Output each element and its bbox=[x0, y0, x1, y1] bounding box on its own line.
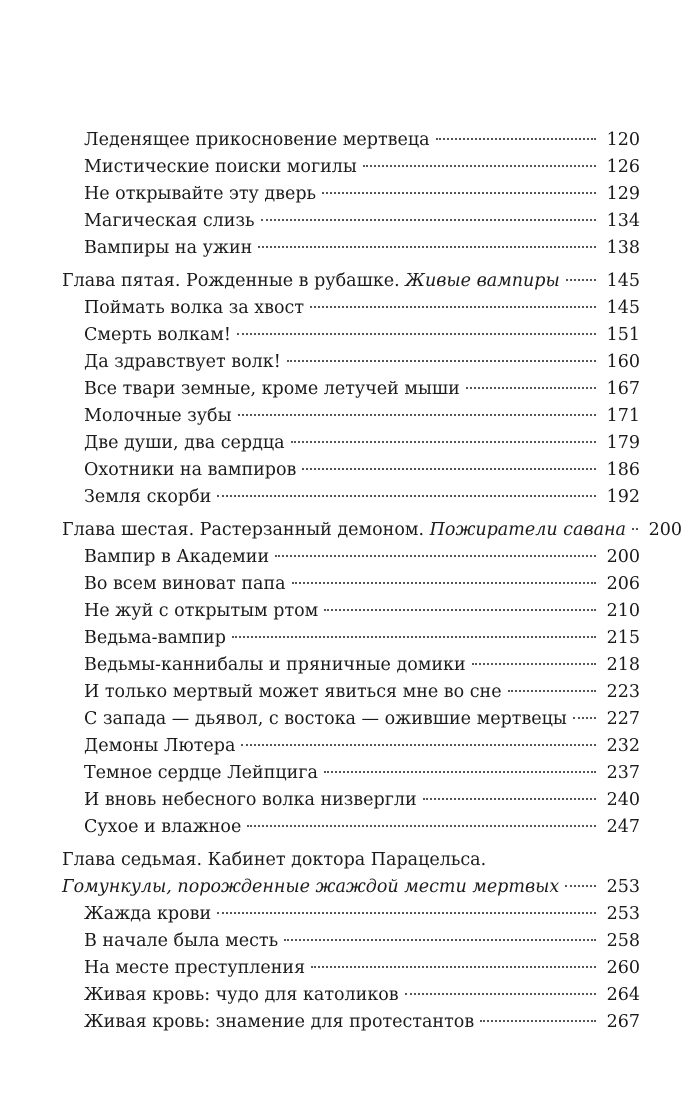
toc-entry-title: Все твари земные, кроме летучей мыши bbox=[84, 379, 460, 399]
toc-entry-page: 227 bbox=[606, 709, 640, 729]
dot-leader bbox=[287, 360, 596, 362]
toc-entry[interactable] bbox=[62, 1009, 640, 1036]
toc-entry-page: 126 bbox=[606, 157, 640, 177]
dot-leader bbox=[291, 441, 596, 443]
toc-entry-title: Ведьма-вампир bbox=[84, 628, 226, 648]
toc-entry-page: 232 bbox=[606, 736, 640, 756]
dot-leader bbox=[258, 246, 596, 248]
dot-leader bbox=[284, 939, 596, 941]
toc-entry-page: 186 bbox=[606, 460, 640, 480]
chapter-page: 253 bbox=[606, 877, 640, 897]
toc-entry[interactable] bbox=[62, 928, 640, 955]
toc-entry[interactable] bbox=[62, 403, 640, 430]
toc-entry-title: Сухое и влажное bbox=[84, 817, 242, 837]
toc-entry[interactable] bbox=[62, 901, 640, 928]
toc-entry-page: 120 bbox=[606, 130, 640, 150]
dot-leader bbox=[466, 387, 596, 389]
toc-entry[interactable] bbox=[62, 544, 640, 571]
table-of-contents bbox=[62, 127, 682, 1036]
toc-entry-page: 247 bbox=[606, 817, 640, 837]
chapter-title-text: Глава шестая. Растерзанный демоном. bbox=[62, 520, 425, 540]
toc-entry[interactable] bbox=[62, 571, 640, 598]
toc-entry[interactable] bbox=[62, 733, 640, 760]
toc-entry[interactable] bbox=[62, 787, 640, 814]
toc-entry[interactable] bbox=[62, 349, 640, 376]
chapter-title-text: Глава пятая. Рожденные в рубашке. bbox=[62, 271, 400, 291]
toc-entry-page: 134 bbox=[606, 211, 640, 231]
dot-leader bbox=[480, 1020, 596, 1022]
toc-entry[interactable] bbox=[62, 955, 640, 982]
toc-entry-page: 260 bbox=[606, 958, 640, 978]
toc-entry-title: Живая кровь: чудо для католиков bbox=[84, 985, 399, 1005]
toc-entry-page: 223 bbox=[606, 682, 640, 702]
toc-entry-title: Леденящее прикосновение мертвеца bbox=[84, 130, 430, 150]
toc-entry-page: 210 bbox=[606, 601, 640, 621]
toc-entry-page: 267 bbox=[606, 1012, 640, 1032]
dot-leader bbox=[363, 165, 596, 167]
toc-entry-title: На месте преступления bbox=[84, 958, 306, 978]
dot-leader bbox=[311, 966, 596, 968]
dot-leader bbox=[238, 414, 597, 416]
chapter-page: 200 bbox=[648, 520, 682, 540]
toc-entry-page: 179 bbox=[606, 433, 640, 453]
toc-entry-page: 171 bbox=[606, 406, 640, 426]
toc-entry[interactable] bbox=[62, 814, 640, 841]
toc-entry[interactable] bbox=[62, 598, 640, 625]
toc-entry[interactable] bbox=[62, 706, 640, 733]
dot-leader bbox=[436, 138, 596, 140]
dot-leader bbox=[237, 333, 596, 335]
toc-entry-title: Магическая слизь bbox=[84, 211, 255, 231]
toc-entry-page: 237 bbox=[606, 763, 640, 783]
toc-entry-page: 192 bbox=[606, 487, 640, 507]
toc-entry-title: Да здравствует волк! bbox=[84, 352, 281, 372]
dot-leader bbox=[472, 663, 596, 665]
toc-entry-page: 138 bbox=[606, 238, 640, 258]
dot-leader bbox=[247, 825, 596, 827]
toc-entry-title: В начале была месть bbox=[84, 931, 279, 951]
toc-entry[interactable] bbox=[62, 430, 640, 457]
dot-leader bbox=[324, 771, 596, 773]
chapter-page: 145 bbox=[606, 271, 640, 291]
toc-entry-page: 215 bbox=[606, 628, 640, 648]
toc-entry-title: Молочные зубы bbox=[84, 406, 232, 426]
toc-entry-title: И вновь небесного волка низвергли bbox=[84, 790, 417, 810]
chapter-title-text: Глава седьмая. Кабинет доктора Парацельса. bbox=[62, 850, 487, 870]
toc-entry[interactable] bbox=[62, 295, 640, 322]
dot-leader bbox=[508, 690, 596, 692]
dot-leader bbox=[241, 744, 596, 746]
dot-leader bbox=[275, 555, 596, 557]
toc-entry[interactable] bbox=[62, 181, 640, 208]
dot-leader bbox=[566, 279, 596, 281]
chapter-subtitle: Пожиратели савана bbox=[429, 520, 626, 540]
toc-entry-title: Земля скорби bbox=[84, 487, 212, 507]
toc-entry[interactable] bbox=[62, 322, 640, 349]
toc-entry-page: 167 bbox=[606, 379, 640, 399]
toc-entry-title: Охотники на вампиров bbox=[84, 460, 297, 480]
toc-entry-title: Смерть волкам! bbox=[84, 325, 231, 345]
chapter-subtitle: Живые вампиры bbox=[405, 271, 560, 291]
toc-entry-title: Две души, два сердца bbox=[84, 433, 285, 453]
toc-entry-page: 258 bbox=[606, 931, 640, 951]
toc-entry-title: Не открывайте эту дверь bbox=[84, 184, 317, 204]
dot-leader bbox=[217, 495, 596, 497]
toc-entry-page: 151 bbox=[606, 325, 640, 345]
toc-entry[interactable] bbox=[62, 154, 640, 181]
toc-entry-title: Вампир в Академии bbox=[84, 547, 270, 567]
chapter-heading[interactable] bbox=[62, 268, 640, 295]
chapter-heading-continuation[interactable] bbox=[62, 874, 640, 901]
toc-entry-title: Мистические поиски могилы bbox=[84, 157, 357, 177]
toc-entry[interactable] bbox=[62, 652, 640, 679]
dot-leader bbox=[405, 993, 596, 995]
toc-entry-page: 218 bbox=[606, 655, 640, 675]
toc-entry[interactable] bbox=[62, 235, 640, 262]
dot-leader bbox=[573, 717, 596, 719]
chapter-heading[interactable] bbox=[62, 517, 682, 544]
dot-leader bbox=[565, 885, 596, 887]
toc-entry-page: 240 bbox=[606, 790, 640, 810]
dot-leader bbox=[322, 192, 596, 194]
toc-entry[interactable] bbox=[62, 679, 640, 706]
toc-entry[interactable] bbox=[62, 457, 640, 484]
toc-entry-title: С запада — дьявол, с востока — ожившие мертвецы bbox=[84, 709, 567, 729]
dot-leader bbox=[232, 636, 596, 638]
toc-entry-title: Не жуй с открытым ртом bbox=[84, 601, 319, 621]
dot-leader bbox=[292, 582, 596, 584]
toc-entry-page: 160 bbox=[606, 352, 640, 372]
toc-entry-page: 264 bbox=[606, 985, 640, 1005]
toc-entry-title: Ведьмы-каннибалы и пряничные домики bbox=[84, 655, 466, 675]
toc-entry[interactable] bbox=[62, 208, 640, 235]
dot-leader bbox=[302, 468, 596, 470]
toc-entry-title: Темное сердце Лейпцига bbox=[84, 763, 318, 783]
toc-entry-page: 200 bbox=[606, 547, 640, 567]
toc-entry-title: Жажда крови bbox=[84, 904, 212, 924]
toc-entry-page: 206 bbox=[606, 574, 640, 594]
chapter-heading[interactable] bbox=[62, 847, 640, 874]
toc-entry-page: 129 bbox=[606, 184, 640, 204]
dot-leader bbox=[632, 528, 638, 530]
chapter-title bbox=[62, 517, 626, 544]
dot-leader bbox=[324, 609, 596, 611]
toc-entry-page: 145 bbox=[606, 298, 640, 318]
toc-entry-title: Вампиры на ужин bbox=[84, 238, 253, 258]
dot-leader bbox=[310, 306, 596, 308]
toc-entry[interactable] bbox=[62, 625, 640, 652]
toc-entry-title: Живая кровь: знамение для протестантов bbox=[84, 1012, 475, 1032]
dot-leader bbox=[261, 219, 596, 221]
toc-entry[interactable] bbox=[62, 127, 640, 154]
toc-entry[interactable] bbox=[62, 760, 640, 787]
toc-entry[interactable] bbox=[62, 484, 640, 511]
toc-entry[interactable] bbox=[62, 982, 640, 1009]
toc-entry-page: 253 bbox=[606, 904, 640, 924]
dot-leader bbox=[217, 912, 596, 914]
toc-entry[interactable] bbox=[62, 376, 640, 403]
toc-entry-title: Демоны Лютера bbox=[84, 736, 236, 756]
chapter-title bbox=[62, 268, 560, 295]
toc-entry-title: Во всем виноват папа bbox=[84, 574, 286, 594]
chapter-subtitle: Гомункулы, порожденные жаждой мести мертвых bbox=[62, 877, 560, 897]
toc-entry-title: И только мертвый может явиться мне во сне bbox=[84, 682, 502, 702]
toc-entry-title: Поймать волка за хвост bbox=[84, 298, 304, 318]
dot-leader bbox=[423, 798, 596, 800]
